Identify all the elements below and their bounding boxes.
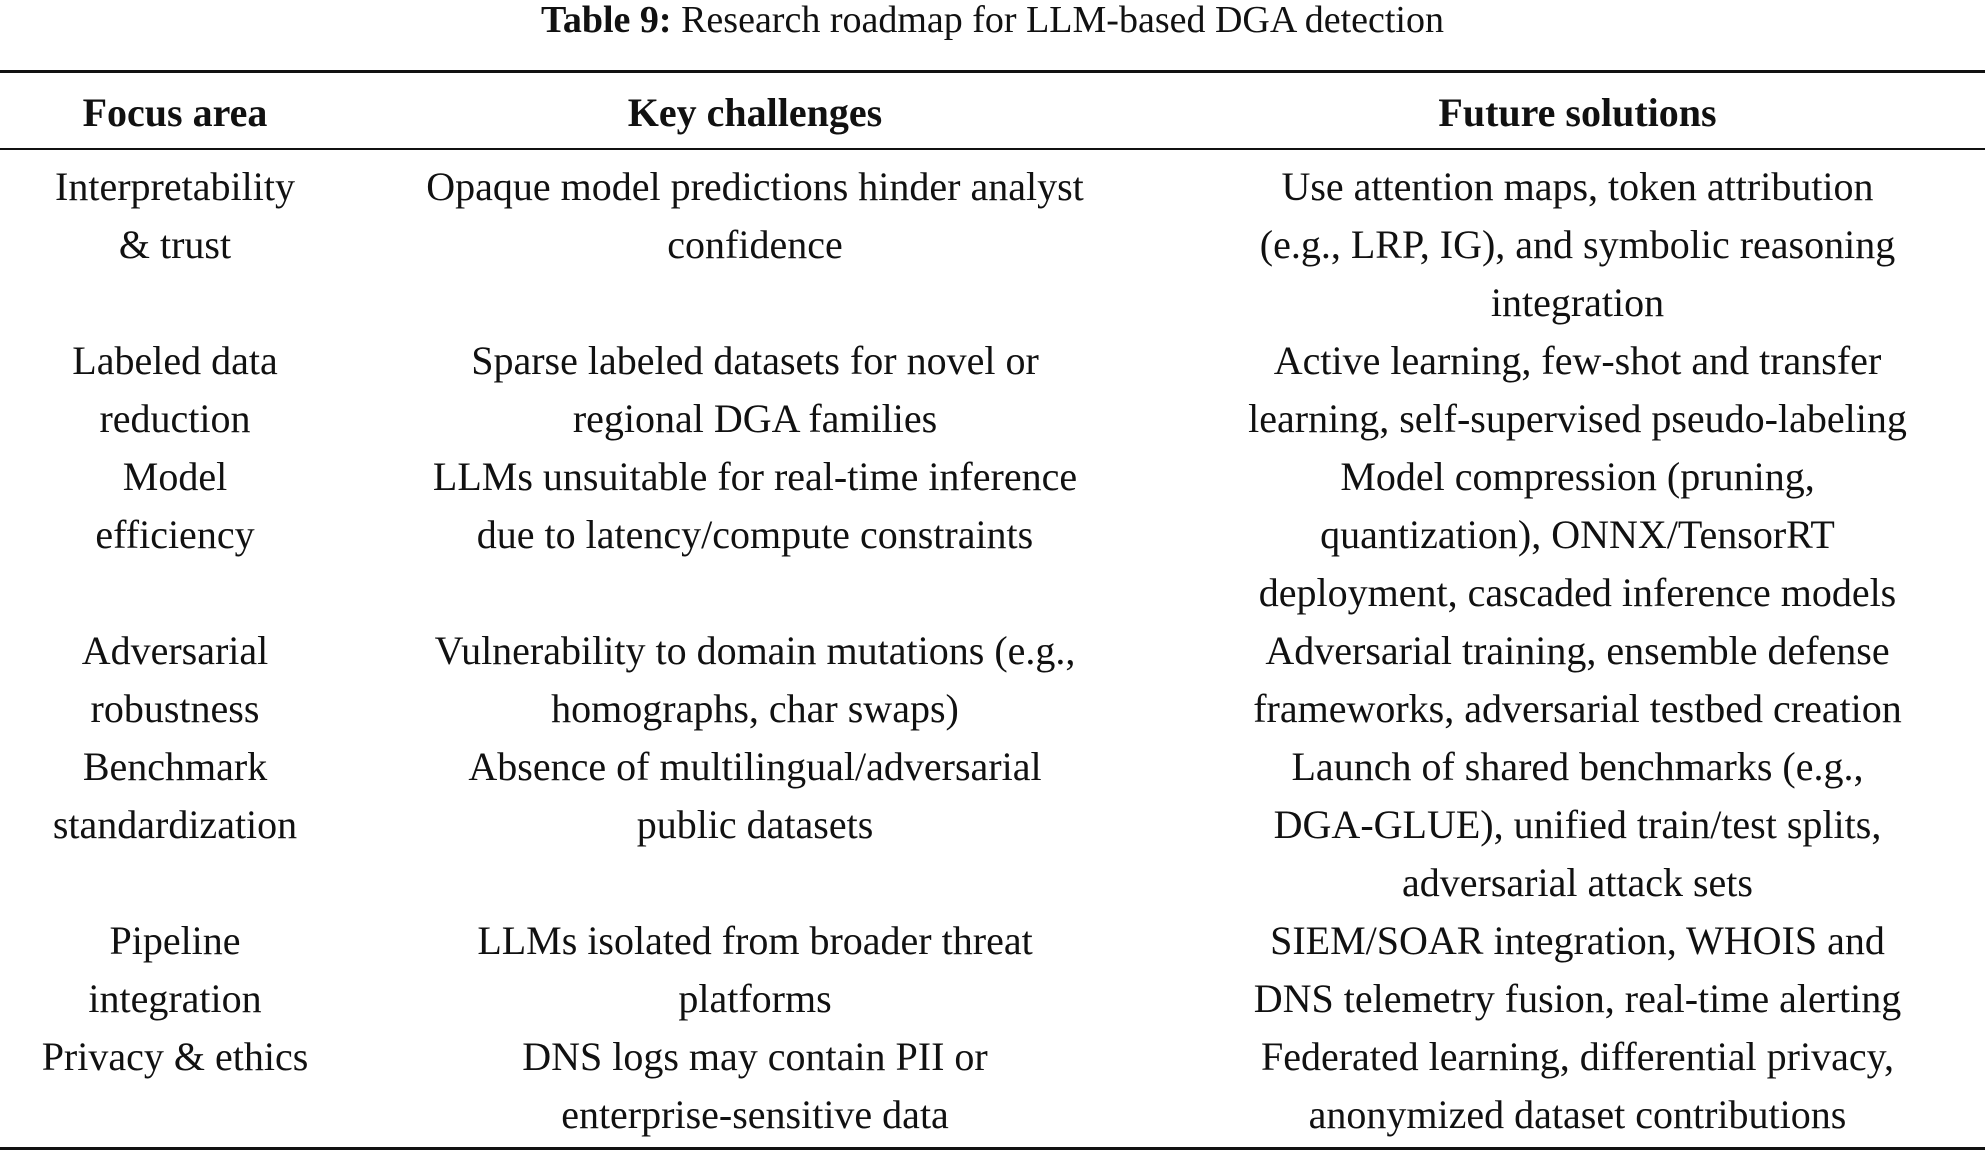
cell-line: Use attention maps, token attribution [1281, 164, 1874, 209]
cell-future-solutions [1170, 738, 1985, 912]
cell-line: reduction [99, 396, 251, 441]
cell-future-solutions [1170, 332, 1985, 448]
cell-focus-area [0, 738, 350, 854]
cell-line: Labeled data [72, 338, 278, 383]
cell-line: Active learning, few-shot and transfer [1273, 338, 1882, 383]
table-caption [0, 0, 1985, 40]
table-body [0, 158, 1985, 1144]
header-focus-area: Focus area [82, 90, 268, 135]
table-row [0, 738, 1985, 912]
cell-key-challenges [360, 1028, 1150, 1144]
cell-line: Benchmark [82, 744, 268, 789]
cell-line: public datasets [636, 802, 874, 847]
table-row [0, 332, 1985, 448]
table-row [0, 1028, 1985, 1144]
table-row [0, 448, 1985, 622]
cell-focus-area [0, 622, 350, 738]
cell-line: DNS telemetry fusion, real-time alerting [1253, 976, 1902, 1021]
cell-key-challenges [360, 332, 1150, 448]
cell-line: integration [88, 976, 262, 1021]
cell-line: Opaque model predictions hinder analyst [426, 164, 1084, 209]
cell-line: Model compression (pruning, [1340, 454, 1815, 499]
table-caption-label: Table 9: [541, 0, 672, 41]
cell-line: confidence [667, 222, 843, 267]
header-key-challenges: Key challenges [627, 90, 883, 135]
cell-line: Sparse labeled datasets for novel or [471, 338, 1039, 383]
cell-line: platforms [678, 976, 832, 1021]
cell-key-challenges [360, 448, 1150, 564]
cell-focus-area [0, 332, 350, 448]
cell-line: Model [122, 454, 228, 499]
cell-line: anonymized dataset contributions [1308, 1092, 1847, 1137]
cell-line: Federated learning, differential privacy, [1260, 1034, 1895, 1079]
cell-line: integration [1490, 280, 1665, 325]
cell-line: Pipeline [109, 918, 241, 963]
table-caption-text: Research roadmap for LLM-based DGA detection [681, 0, 1444, 41]
cell-focus-area [0, 158, 350, 274]
cell-line: homographs, char swaps) [551, 686, 959, 731]
cell-line: & trust [118, 222, 232, 267]
cell-future-solutions [1170, 1028, 1985, 1144]
cell-future-solutions [1170, 158, 1985, 332]
cell-line: efficiency [95, 512, 255, 557]
cell-line: Interpretability [55, 164, 295, 209]
cell-line: LLMs unsuitable for real-time inference [432, 454, 1078, 499]
cell-line: frameworks, adversarial testbed creation [1253, 686, 1902, 731]
cell-key-challenges [360, 158, 1150, 274]
cell-line: enterprise-sensitive data [561, 1092, 949, 1137]
cell-focus-area [0, 448, 350, 564]
cell-line: due to latency/compute constraints [476, 512, 1034, 557]
cell-line: Launch of shared benchmarks (e.g., [1291, 744, 1864, 789]
table-row [0, 912, 1985, 1028]
table-row [0, 622, 1985, 738]
cell-line: (e.g., LRP, IG), and symbolic reasoning [1259, 222, 1896, 267]
table-header-rule [0, 148, 1985, 150]
cell-key-challenges [360, 622, 1150, 738]
cell-line: quantization), ONNX/TensorRT [1320, 512, 1835, 557]
cell-future-solutions [1170, 448, 1985, 622]
cell-line: robustness [90, 686, 260, 731]
cell-line: deployment, cascaded inference models [1258, 570, 1897, 615]
cell-line: Absence of multilingual/adversarial [468, 744, 1042, 789]
cell-line: adversarial attack sets [1402, 860, 1753, 905]
cell-line: regional DGA families [572, 396, 938, 441]
cell-line: Adversarial training, ensemble defense [1265, 628, 1890, 673]
cell-line: Adversarial [81, 628, 269, 673]
table-top-rule [0, 70, 1985, 73]
cell-line: learning, self-supervised pseudo-labeling [1248, 396, 1907, 441]
cell-line: DGA-GLUE), unified train/test splits, [1273, 802, 1882, 847]
cell-line: LLMs isolated from broader threat [477, 918, 1033, 963]
table-bottom-rule [0, 1147, 1985, 1150]
cell-key-challenges [360, 738, 1150, 854]
cell-line: SIEM/SOAR integration, WHOIS and [1270, 918, 1885, 963]
cell-line: Privacy & ethics [41, 1034, 309, 1079]
cell-focus-area [0, 1028, 350, 1086]
cell-line: standardization [52, 802, 298, 847]
cell-line: Vulnerability to domain mutations (e.g., [434, 628, 1076, 673]
table-row [0, 158, 1985, 332]
cell-key-challenges [360, 912, 1150, 1028]
cell-line: DNS logs may contain PII or [522, 1034, 988, 1079]
cell-future-solutions [1170, 622, 1985, 738]
table-header-row [0, 84, 1985, 142]
cell-future-solutions [1170, 912, 1985, 1028]
header-future-solutions: Future solutions [1438, 90, 1717, 135]
cell-focus-area [0, 912, 350, 1028]
